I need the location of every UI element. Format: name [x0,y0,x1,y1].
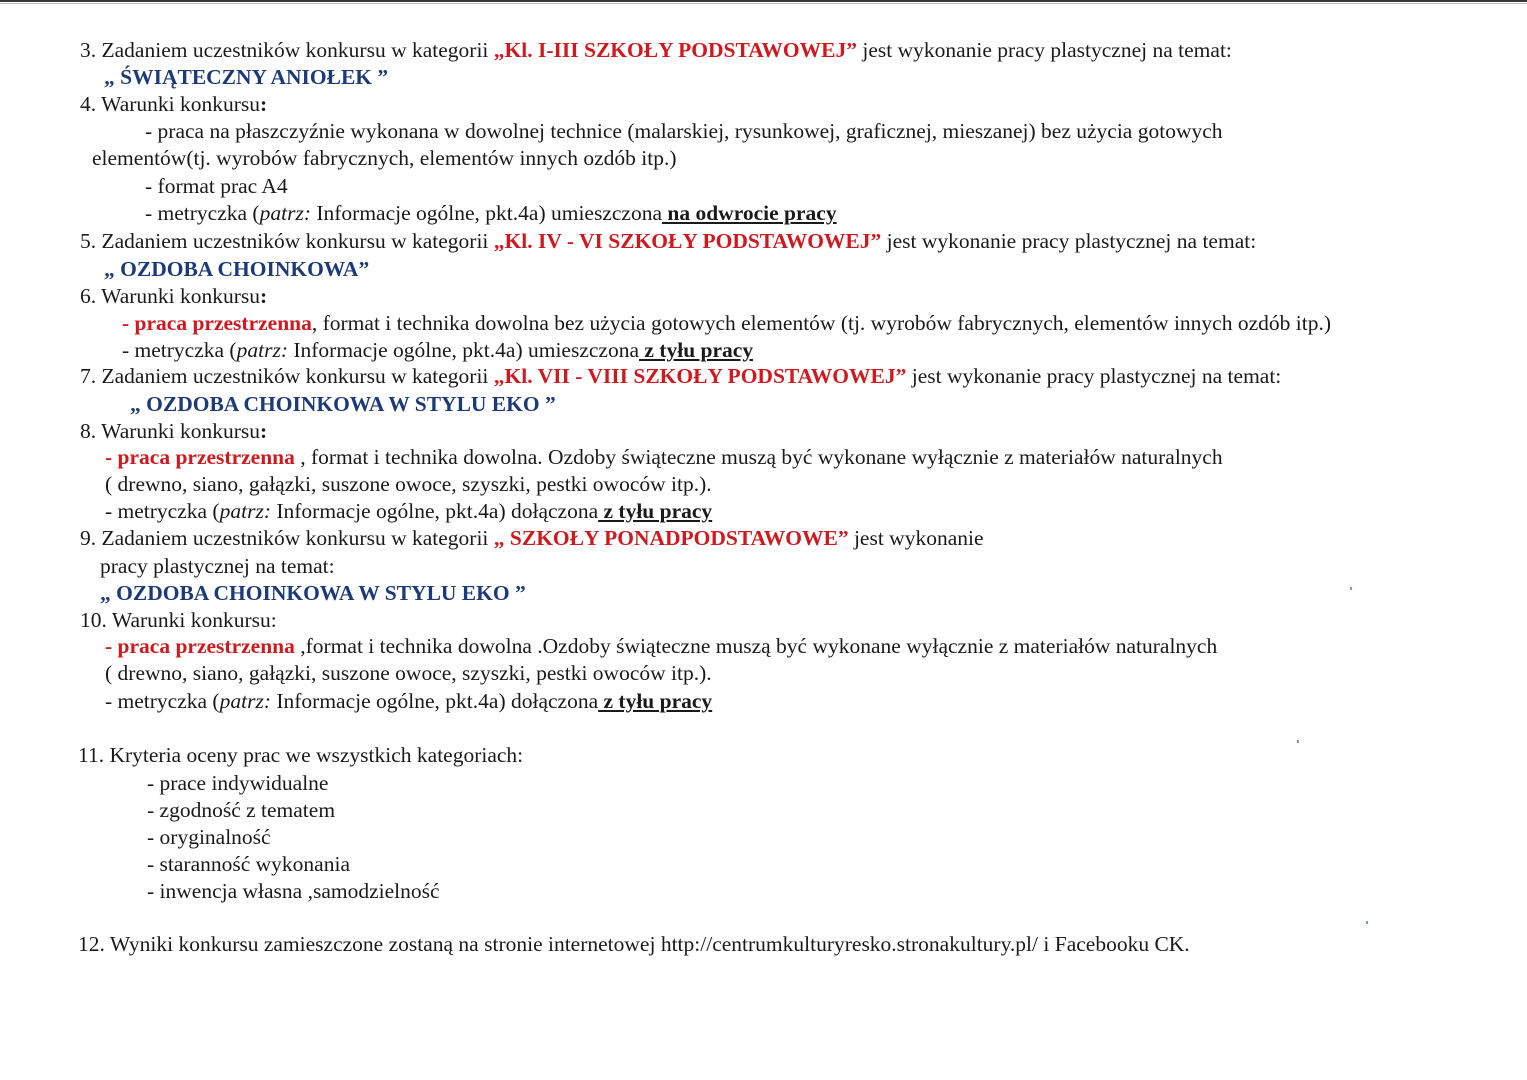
heading-colon: : [260,284,268,308]
paragraph-text: Zadaniem uczestników konkursu w kategorii [101,229,489,253]
item-number: 8. [80,419,97,443]
metryczka-placement: z tyłu pracy [639,338,754,362]
metryczka-text: - metryczka ( [105,499,220,523]
theme-title: „ OZDOBA CHOINKOWA W STYLU EKO ” [100,581,526,605]
scan-speck [1297,740,1299,743]
metryczka-text: Informacje ogólne, pkt.4a) umieszczona [287,338,640,362]
condition-text: , format i technika dowolna bez użycia gotowych elementów (tj. wyrobów fabrycznych, elementów innych ozdób itp.) [311,311,1331,335]
praca-przestrzenna-label: - praca przestrzenna [105,634,295,658]
criteria-item: - prace indywidualne [147,771,329,795]
paragraph-text: jest wykonanie pracy plastycznej na temat: [862,38,1232,62]
paragraph-text: Zadaniem uczestników konkursu w kategorii [101,364,489,388]
paragraph-3 [80,37,1232,64]
heading-text: Kryteria oceny prac we wszystkich kategoriach: [109,743,524,767]
item-number: 12. [78,932,105,956]
metryczka-placement: na odwrocie pracy [662,201,837,225]
category-label: „Kl. IV - VI SZKOŁY PODSTAWOWEJ” [493,229,882,253]
metryczka-placement: z tyłu pracy [598,499,713,523]
item-number: 6. [80,284,97,308]
condition-line [145,200,837,227]
paragraph-11-heading [78,742,523,769]
scan-speck [1350,587,1352,590]
category-label: „ SZKOŁY PONADPODSTAWOWE” [493,526,849,550]
metryczka-text: Informacje ogólne, pkt.4a) dołączona [270,499,599,523]
heading-text: Warunki konkursu [101,419,261,443]
paragraph-text: Zadaniem uczestników konkursu w kategorii [101,526,489,550]
heading-text: Warunki konkursu [101,92,261,116]
item-number: 5. [80,229,97,253]
item-number: 10. [80,608,107,632]
item-number: 3. [80,38,97,62]
praca-przestrzenna-label: - praca przestrzenna [105,445,295,469]
heading-colon: : [260,92,268,116]
condition-line: ( drewno, siano, gałązki, suszone owoce, szyszki, pestki owoców itp.). [105,472,712,496]
metryczka-italic: patrz: [219,499,271,523]
condition-line [105,498,712,525]
metryczka-text: Informacje ogólne, pkt.4a) umieszczona [310,201,663,225]
paragraph-12 [78,931,1190,958]
condition-text: ,format i technika dowolna .Ozdoby świąteczne muszą być wykonane wyłącznie z materiałów naturalnych [294,634,1218,658]
condition-line: ( drewno, siano, gałązki, suszone owoce, szyszki, pestki owoców itp.). [105,661,712,685]
item-number: 9. [80,526,97,550]
item-number: 11. [78,743,105,767]
condition-text: , format i technika dowolna. Ozdoby świąteczne muszą być wykonane wyłącznie z materiałów naturalnych [294,445,1223,469]
heading-text: Warunki konkursu [101,284,261,308]
metryczka-text: - metryczka ( [145,201,260,225]
metryczka-italic: patrz: [259,201,311,225]
paragraph-text: jest wykonanie [853,526,984,550]
condition-line [105,444,1223,471]
paragraph-8-heading [80,418,267,445]
paragraph-9-continuation: pracy plastycznej na temat: [100,554,335,578]
scan-edge-line [0,0,1527,2]
metryczka-italic: patrz: [236,338,288,362]
scan-speck [1366,921,1368,924]
condition-line: - praca na płaszczyźnie wykonana w dowolnej technice (malarskiej, rysunkowej, graficznej, mieszanej) bez użycia gotowych [145,119,1223,143]
heading-text: Warunki konkursu: [111,608,277,632]
criteria-item: - oryginalność [147,825,271,849]
metryczka-text: Informacje ogólne, pkt.4a) dołączona [270,689,599,713]
category-label: „Kl. I-III SZKOŁY PODSTAWOWEJ” [493,38,857,62]
theme-title: „ OZDOBA CHOINKOWA W STYLU EKO ” [130,392,556,416]
paragraph-text: Zadaniem uczestników konkursu w kategorii [101,38,489,62]
scan-edge-line-faint [0,3,1527,4]
condition-line [105,688,712,715]
condition-line: - format prac A4 [145,174,288,198]
paragraph-text: jest wykonanie pracy plastycznej na temat: [886,229,1257,253]
theme-title: „ OZDOBA CHOINKOWA” [104,257,370,281]
condition-line [105,633,1217,660]
metryczka-italic: patrz: [219,689,271,713]
criteria-item: - zgodność z tematem [147,798,336,822]
paragraph-7 [80,363,1281,390]
condition-line [122,310,1331,337]
paragraph-5 [80,228,1256,255]
condition-line: elementów(tj. wyrobów fabrycznych, elementów innych ozdób itp.) [92,146,677,170]
theme-title: „ ŚWIĄTECZNY ANIOŁEK ” [104,65,389,89]
paragraph-6-heading [80,283,267,310]
metryczka-text: - metryczka ( [122,338,237,362]
paragraph-9 [80,525,984,552]
metryczka-text: - metryczka ( [105,689,220,713]
paragraph-10-heading [80,607,277,634]
item-number: 7. [80,364,97,388]
category-label: „Kl. VII - VIII SZKOŁY PODSTAWOWEJ” [493,364,907,388]
criteria-item: - staranność wykonania [147,852,350,876]
criteria-item: - inwencja własna ,samodzielność [147,879,440,903]
metryczka-placement: z tyłu pracy [598,689,713,713]
item-number: 4. [80,92,97,116]
heading-colon: : [260,419,268,443]
condition-line [122,337,753,364]
praca-przestrzenna-label: - praca przestrzenna [122,311,312,335]
paragraph-text: Wyniki konkursu zamieszczone zostaną na stronie internetowej http://centrumkulturyresko.stronakultury.pl/ i Facebooku CK. [109,932,1190,956]
paragraph-4-heading [80,91,267,118]
paragraph-text: jest wykonanie pracy plastycznej na temat: [911,364,1282,388]
